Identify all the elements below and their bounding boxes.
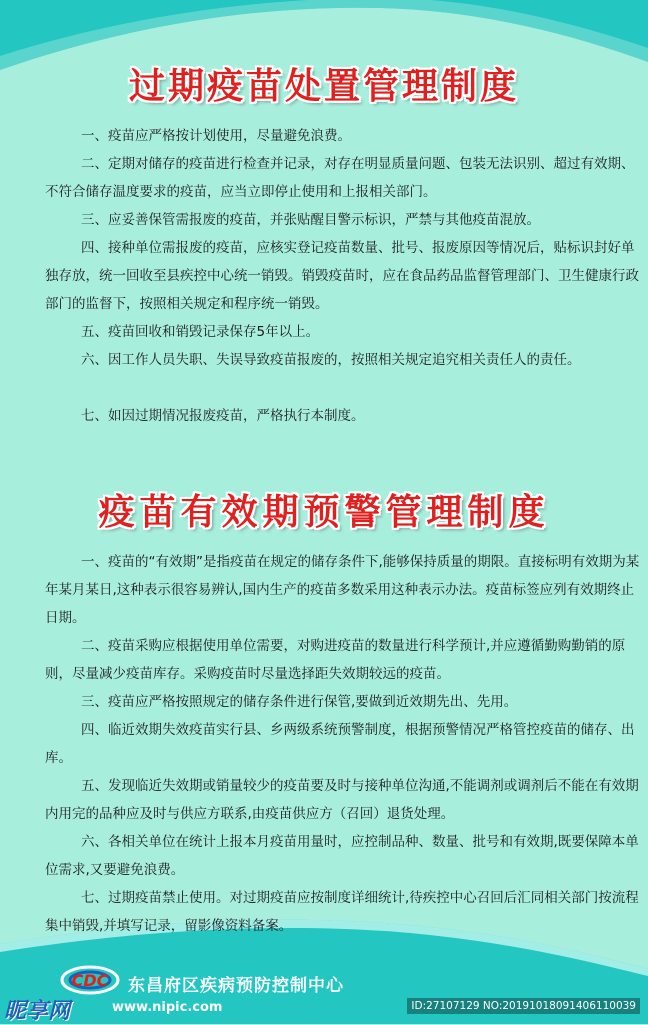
watermark-url: www.nipic.com bbox=[112, 1000, 223, 1015]
section1-item-3: 三、应妥善保管需报废的疫苗，并张贴醒目警示标识，严禁与其他疫苗混放。 bbox=[81, 212, 540, 228]
section2-item-2: 二、疫苗采购应根据使用单位需要，对购进疫苗的数量进行科学预计,并应遵循勤购勤销的原则，尽量减少疫苗库存。采购疫苗时尽量选择距失效期较远的疫苗。 bbox=[45, 638, 626, 682]
watermark-brand: 昵享网 bbox=[4, 999, 71, 1024]
section1-item-7: 七、如因过期情况报废疫苗，严格执行本制度。 bbox=[81, 408, 365, 424]
section2-title: 疫苗有效期预警管理制度 bbox=[98, 491, 550, 533]
section1-item-2: 二、定期对储存的疫苗进行检查并记录，对存在明显质量问题、包装无法识别、超过有效期、不符合储存温度要求的疫苗，应当立即停止使用和上报相关部门。 bbox=[45, 156, 635, 200]
section2-item-3: 三、疫苗应严格按照规定的储存条件进行保管,要做到近效期先出、先用。 bbox=[81, 694, 518, 710]
section2-item-6: 六、各相关单位在统计上报本月疫苗用量时，应控制品种、数量、批号和有效期,既要保障本单位需求,又要避免浪费。 bbox=[45, 834, 639, 878]
cdc-logo-icon bbox=[58, 962, 122, 998]
section1-item-5: 五、疫苗回收和销毁记录保存5年以上。 bbox=[81, 324, 320, 340]
organization-name: 东昌府区疾病预防控制中心 bbox=[128, 976, 344, 996]
section1-item-6: 六、因工作人员失职、失误导致疫苗报废的，按照相关规定追究相关责任人的责任。 bbox=[81, 352, 581, 368]
section1-title: 过期疫苗处置管理制度 bbox=[128, 65, 519, 107]
svg-text:CDC: CDC bbox=[71, 971, 109, 990]
section2-item-1: 一、疫苗的“有效期”是指疫苗在规定的储存条件下,能够保持质量的期限。直接标明有效期为某年某月某日,这种表示很容易辨认,国内生产的疫苗多数采用这种表示办法。疫苗标签应列有效期终止日期。 bbox=[45, 554, 640, 626]
section2-item-4: 四、临近效期失效疫苗实行县、乡两级系统预警制度，根据预警情况严格管控疫苗的储存、出库。 bbox=[45, 722, 635, 766]
watermark-id: ID:27107129 NO:20191018091406110039 bbox=[407, 998, 640, 1014]
section1-item-4: 四、接种单位需报废的疫苗，应核实登记疫苗数量、批号、报废原因等情况后，贴标识封好单独存放，统一回收至县疾控中心统一销毁。销毁疫苗时，应在食品药品监督管理部门、卫生健康行政部门的监督下，按照相关规定和程序统一销毁。 bbox=[45, 240, 639, 312]
section1-item-1: 一、疫苗应严格按计划使用，尽量避免浪费。 bbox=[81, 128, 351, 144]
section2-item-5: 五、发现临近失效期或销量较少的疫苗要及时与接种单位沟通,不能调剂或调剂后不能在有效期内用完的品种应及时与供应方联系,由疫苗供应方（召回）退货处理。 bbox=[45, 778, 639, 822]
section2-item-7: 七、过期疫苗禁止使用。对过期疫苗应按制度详细统计,待疾控中心召回后汇同相关部门按流程集中销毁,并填写记录，留影像资料备案。 bbox=[45, 890, 639, 934]
